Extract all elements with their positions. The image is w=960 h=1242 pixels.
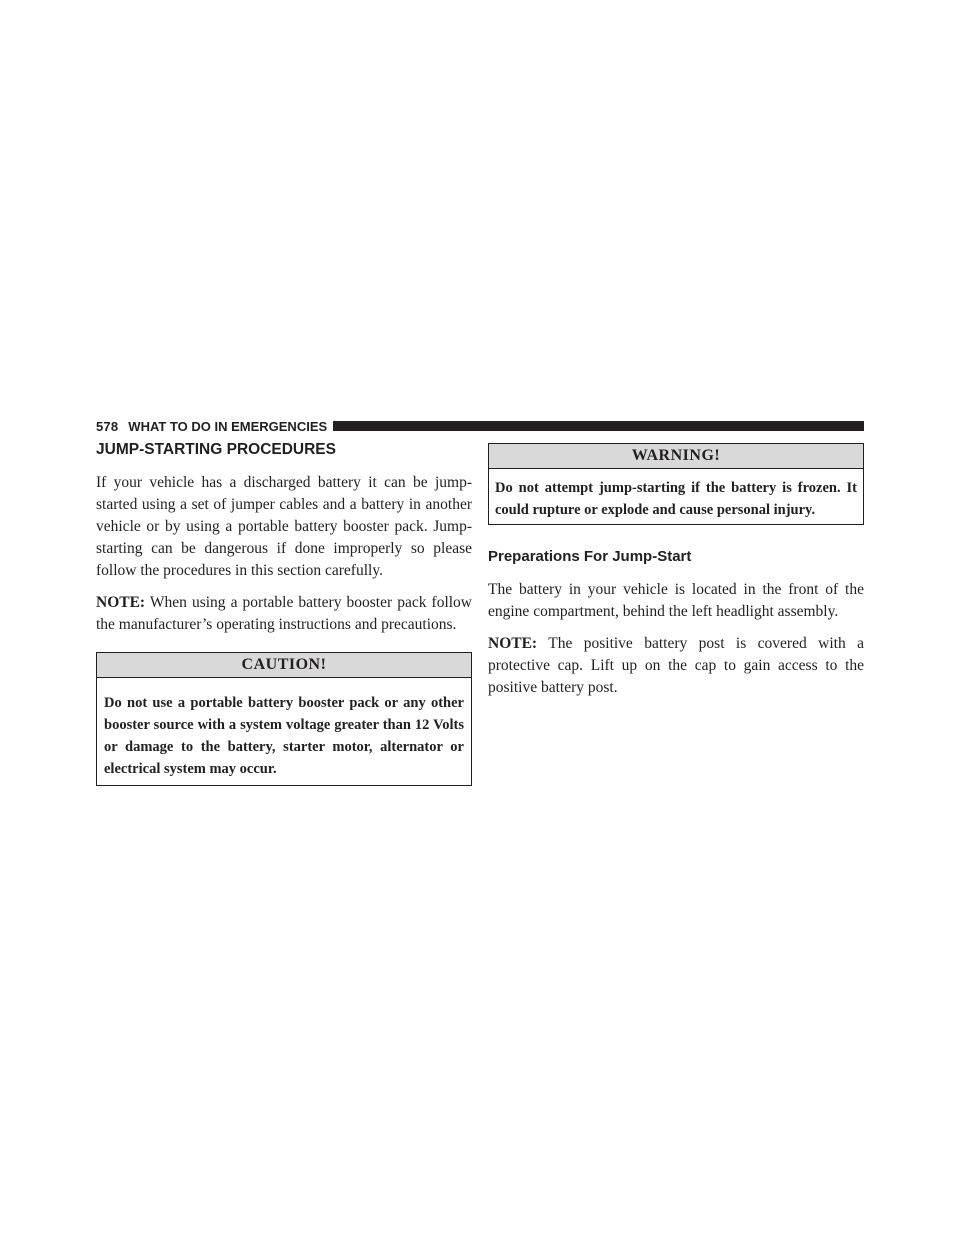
section-heading: JUMP-STARTING PROCEDURES bbox=[96, 441, 336, 458]
note-paragraph bbox=[96, 592, 472, 636]
location-paragraph: The battery in your vehicle is located in the front of the engine compartment, behind the left headlight assembly. bbox=[488, 581, 864, 620]
note-label-right: NOTE: bbox=[488, 635, 538, 652]
warning-text: Do not attempt jump-starting if the battery is frozen. It could rupture or explode and cause personal injury. bbox=[495, 480, 857, 518]
note-text: When using a portable battery booster pack follow the manufacturer’s operating instructions and precautions. bbox=[96, 594, 472, 633]
header-rule bbox=[333, 421, 864, 431]
intro-paragraph: If your vehicle has a discharged battery it can be jump-started using a set of jumper cables and a battery in another vehicle or by using a portable battery booster pack. Jump-starting can be dangerous if done improperly so please follow the procedures in this section carefully. bbox=[96, 474, 472, 579]
caution-title: CAUTION! bbox=[97, 653, 471, 678]
warning-box bbox=[488, 443, 864, 525]
note-label: NOTE: bbox=[96, 594, 146, 611]
caution-text: Do not use a portable battery booster pack or any other booster source with a system voltage greater than 12 Volts or damage to the battery, starter motor, alternator or electrical system may occur. bbox=[104, 695, 464, 777]
subsection-heading: Preparations For Jump-Start bbox=[488, 548, 692, 565]
page-number: 578 bbox=[96, 418, 119, 434]
caution-box bbox=[96, 652, 472, 786]
section-title: WHAT TO DO IN EMERGENCIES bbox=[128, 418, 328, 434]
warning-title: WARNING! bbox=[489, 444, 863, 469]
right-column bbox=[488, 440, 864, 709]
note-text-right: The positive battery post is covered with a protective cap. Lift up on the cap to gain access to the positive battery post. bbox=[488, 635, 864, 696]
note-paragraph-right bbox=[488, 633, 864, 699]
page-header bbox=[96, 418, 864, 434]
left-column bbox=[96, 440, 472, 786]
